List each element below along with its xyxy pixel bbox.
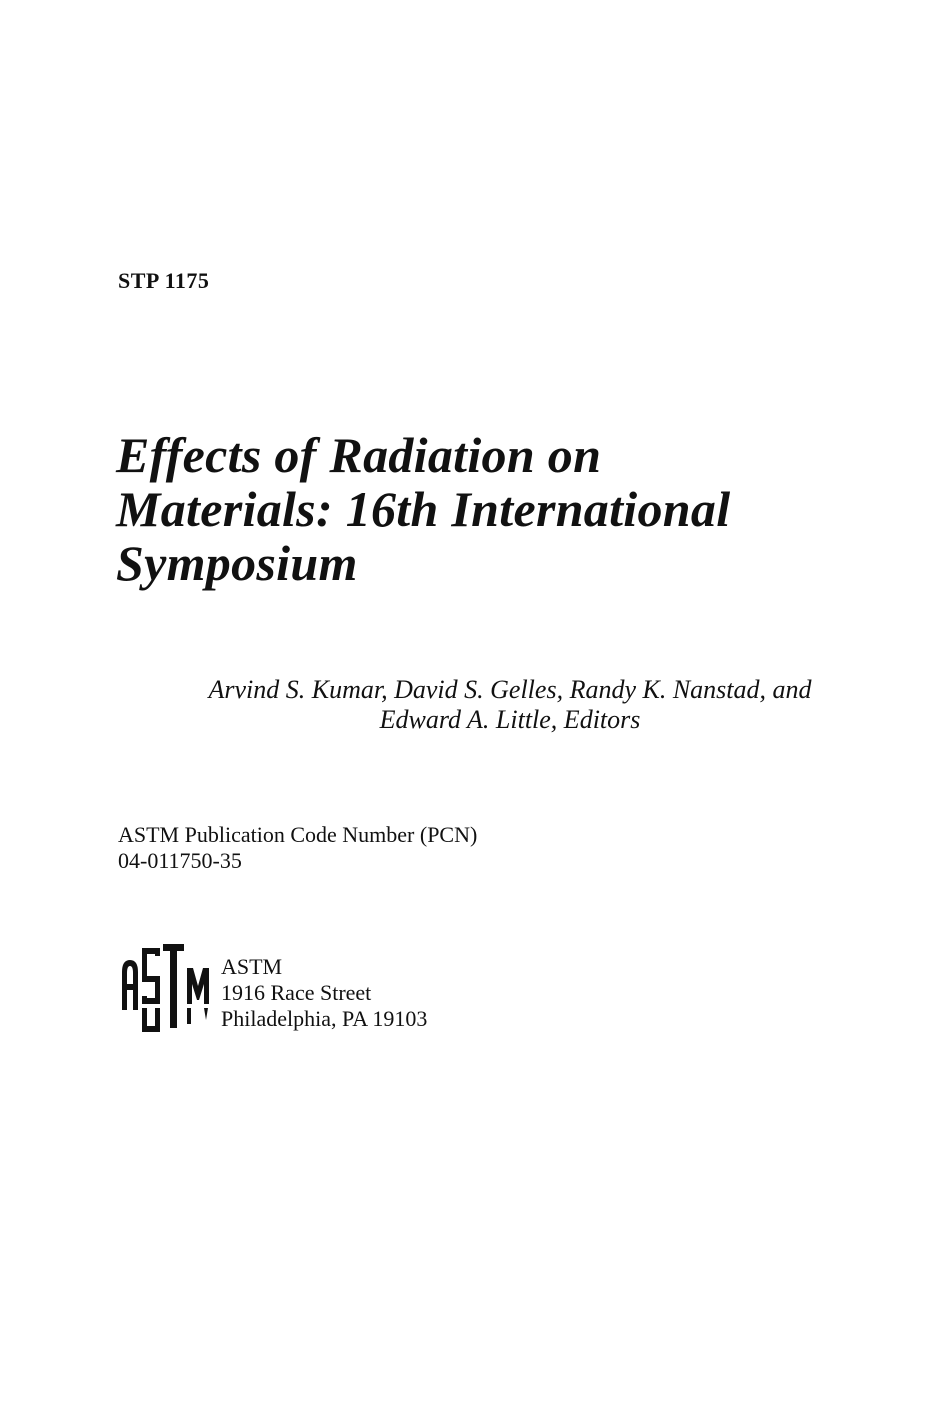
publication-code	[118, 822, 477, 874]
book-title-line-2: Materials: 16th International	[116, 481, 731, 537]
publisher-street: 1916 Race Street	[221, 980, 372, 1005]
astm-logo-icon	[118, 942, 212, 1034]
book-title	[116, 428, 876, 590]
publication-code-number: 04-011750-35	[118, 848, 242, 873]
publisher-address	[221, 954, 427, 1032]
publisher-city: Philadelphia, PA 19103	[221, 1006, 428, 1031]
editors-list	[150, 675, 870, 735]
book-title-line-3: Symposium	[116, 535, 358, 591]
series-number: STP 1175	[118, 268, 210, 293]
publisher-name: ASTM	[221, 954, 283, 979]
publication-code-label: ASTM Publication Code Number (PCN)	[118, 822, 478, 847]
editors-line-1: Arvind S. Kumar, David S. Gelles, Randy K. Nanstad, and	[208, 675, 812, 704]
book-title-line-1: Effects of Radiation on	[116, 427, 602, 483]
editors-line-2: Edward A. Little, Editors	[379, 705, 641, 734]
